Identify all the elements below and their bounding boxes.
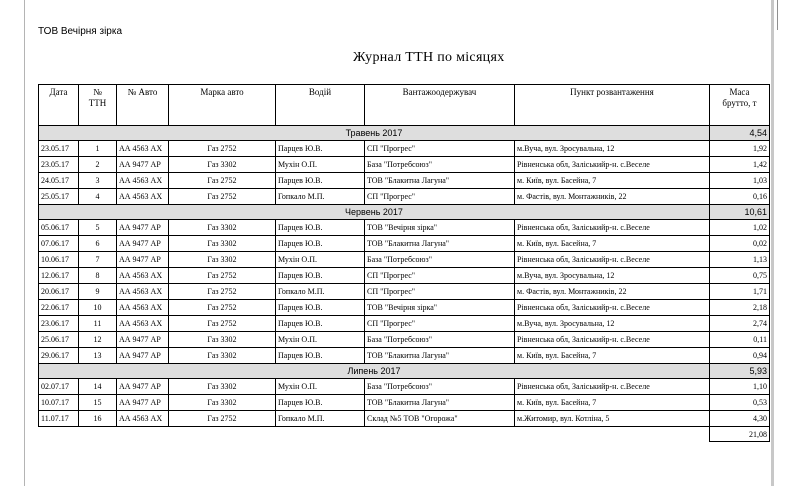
col-header-driver: Водій bbox=[276, 85, 365, 126]
viewer-divider bbox=[777, 0, 778, 30]
col-header-mass: Маса брутто, т bbox=[710, 85, 770, 126]
cell-mass: 1,02 bbox=[710, 220, 770, 236]
cell-date: 12.06.17 bbox=[39, 268, 79, 284]
month-group-row bbox=[39, 364, 770, 379]
cell-ttn-no: 3 bbox=[79, 173, 117, 189]
cell-ttn-no: 10 bbox=[79, 300, 117, 316]
cell-mass: 1,42 bbox=[710, 157, 770, 173]
table-body bbox=[39, 126, 770, 442]
cell-consignee: СП "Прогрес" bbox=[365, 268, 515, 284]
cell-consignee: Склад №5 ТОВ "Огорожа" bbox=[365, 411, 515, 427]
cell-mass: 0,02 bbox=[710, 236, 770, 252]
cell-driver: Парцев Ю.В. bbox=[276, 268, 365, 284]
cell-date: 07.06.17 bbox=[39, 236, 79, 252]
cell-unload-point: Рівненська обл, Заліськийр-н. с.Веселе bbox=[515, 157, 710, 173]
cell-mass: 0,53 bbox=[710, 395, 770, 411]
cell-mass: 0,16 bbox=[710, 189, 770, 205]
cell-auto-no: АА 4563 АХ bbox=[117, 284, 169, 300]
cell-driver: Парцев Ю.В. bbox=[276, 395, 365, 411]
cell-ttn-no: 6 bbox=[79, 236, 117, 252]
cell-car-brand: Газ 3302 bbox=[169, 157, 276, 173]
col-header-unload-point: Пункт розвантаження bbox=[515, 85, 710, 126]
cell-date: 23.06.17 bbox=[39, 316, 79, 332]
cell-date: 10.07.17 bbox=[39, 395, 79, 411]
cell-driver: Парцев Ю.В. bbox=[276, 173, 365, 189]
table-row bbox=[39, 236, 770, 252]
cell-car-brand: Газ 2752 bbox=[169, 268, 276, 284]
cell-auto-no: АА 9477 АР bbox=[117, 395, 169, 411]
cell-driver: Мухін О.П. bbox=[276, 157, 365, 173]
cell-date: 23.05.17 bbox=[39, 157, 79, 173]
table-row bbox=[39, 220, 770, 236]
cell-unload-point: м.Вуча, вул. Зросувальна, 12 bbox=[515, 141, 710, 157]
month-subtotal: 4,54 bbox=[710, 126, 770, 141]
cell-unload-point: Рівненська обл, Заліськийр-н. с.Веселе bbox=[515, 300, 710, 316]
cell-unload-point: м. Фастів, вул. Монтажників, 22 bbox=[515, 284, 710, 300]
cell-unload-point: м. Київ, вул. Басейна, 7 bbox=[515, 236, 710, 252]
table-row bbox=[39, 141, 770, 157]
cell-consignee: База "Потребсоюз" bbox=[365, 332, 515, 348]
cell-auto-no: АА 4563 АХ bbox=[117, 173, 169, 189]
cell-ttn-no: 1 bbox=[79, 141, 117, 157]
cell-mass: 1,10 bbox=[710, 379, 770, 395]
cell-driver: Парцев Ю.В. bbox=[276, 348, 365, 364]
col-header-auto-no: № Авто bbox=[117, 85, 169, 126]
cell-driver: Парцев Ю.В. bbox=[276, 141, 365, 157]
cell-ttn-no: 2 bbox=[79, 157, 117, 173]
table-row bbox=[39, 284, 770, 300]
cell-car-brand: Газ 3302 bbox=[169, 252, 276, 268]
cell-ttn-no: 13 bbox=[79, 348, 117, 364]
col-header-consignee: Вантажоодержувач bbox=[365, 85, 515, 126]
cell-date: 10.06.17 bbox=[39, 252, 79, 268]
cell-unload-point: м. Київ, вул. Басейна, 7 bbox=[515, 395, 710, 411]
cell-date: 23.05.17 bbox=[39, 141, 79, 157]
cell-driver: Мухін О.П. bbox=[276, 332, 365, 348]
cell-date: 22.06.17 bbox=[39, 300, 79, 316]
cell-date: 25.06.17 bbox=[39, 332, 79, 348]
cell-driver: Парцев Ю.В. bbox=[276, 316, 365, 332]
cell-unload-point: Рівненська обл, Заліськийр-н. с.Веселе bbox=[515, 332, 710, 348]
cell-consignee: ТОВ "Вечірня зірка" bbox=[365, 220, 515, 236]
cell-date: 24.05.17 bbox=[39, 173, 79, 189]
cell-mass: 4,30 bbox=[710, 411, 770, 427]
col-header-ttn-no: № ТТН bbox=[79, 85, 117, 126]
table-row bbox=[39, 411, 770, 427]
cell-consignee: База "Потребсоюз" bbox=[365, 379, 515, 395]
company-name: ТОВ Вечірня зірка bbox=[38, 26, 123, 37]
month-label: Червень 2017 bbox=[39, 205, 710, 220]
cell-consignee: ТОВ "Блакитна Лагуна" bbox=[365, 236, 515, 252]
cell-car-brand: Газ 3302 bbox=[169, 379, 276, 395]
table-row bbox=[39, 173, 770, 189]
month-label: Травень 2017 bbox=[39, 126, 710, 141]
cell-car-brand: Газ 2752 bbox=[169, 284, 276, 300]
cell-auto-no: АА 4563 АХ bbox=[117, 268, 169, 284]
cell-auto-no: АА 9477 АР bbox=[117, 252, 169, 268]
month-subtotal: 10,61 bbox=[710, 205, 770, 220]
cell-ttn-no: 16 bbox=[79, 411, 117, 427]
cell-driver: Гопкало М.П. bbox=[276, 411, 365, 427]
cell-mass: 1,03 bbox=[710, 173, 770, 189]
cell-unload-point: м. Фастів, вул. Монтажників, 22 bbox=[515, 189, 710, 205]
cell-car-brand: Газ 2752 bbox=[169, 316, 276, 332]
grand-total: 21,08 bbox=[710, 427, 770, 442]
table-row bbox=[39, 332, 770, 348]
cell-mass: 2,18 bbox=[710, 300, 770, 316]
table-row bbox=[39, 300, 770, 316]
month-group-row bbox=[39, 126, 770, 141]
cell-driver: Мухін О.П. bbox=[276, 379, 365, 395]
ttn-journal-table bbox=[38, 84, 770, 442]
cell-auto-no: АА 4563 АХ bbox=[117, 189, 169, 205]
table-row bbox=[39, 379, 770, 395]
cell-auto-no: АА 4563 АХ bbox=[117, 300, 169, 316]
cell-driver: Гопкало М.П. bbox=[276, 189, 365, 205]
cell-date: 02.07.17 bbox=[39, 379, 79, 395]
cell-unload-point: Рівненська обл, Заліськийр-н. с.Веселе bbox=[515, 379, 710, 395]
cell-auto-no: АА 9477 АР bbox=[117, 157, 169, 173]
table-row bbox=[39, 157, 770, 173]
cell-auto-no: АА 9477 АР bbox=[117, 348, 169, 364]
cell-auto-no: АА 9477 АР bbox=[117, 379, 169, 395]
report-title: Журнал ТТН по місяцях bbox=[353, 50, 505, 65]
cell-car-brand: Газ 3302 bbox=[169, 395, 276, 411]
cell-mass: 0,94 bbox=[710, 348, 770, 364]
cell-auto-no: АА 4563 АХ bbox=[117, 316, 169, 332]
cell-consignee: ТОВ "Блакитна Лагуна" bbox=[365, 173, 515, 189]
cell-date: 11.07.17 bbox=[39, 411, 79, 427]
cell-auto-no: АА 4563 АХ bbox=[117, 411, 169, 427]
cell-auto-no: АА 9477 АР bbox=[117, 236, 169, 252]
cell-mass: 1,13 bbox=[710, 252, 770, 268]
cell-auto-no: АА 9477 АР bbox=[117, 220, 169, 236]
cell-consignee: ТОВ "Блакитна Лагуна" bbox=[365, 348, 515, 364]
cell-ttn-no: 11 bbox=[79, 316, 117, 332]
cell-driver: Гопкало М.П. bbox=[276, 284, 365, 300]
table-row bbox=[39, 348, 770, 364]
cell-car-brand: Газ 3302 bbox=[169, 236, 276, 252]
cell-consignee: СП "Прогрес" bbox=[365, 284, 515, 300]
cell-ttn-no: 9 bbox=[79, 284, 117, 300]
table-row bbox=[39, 252, 770, 268]
table-row bbox=[39, 268, 770, 284]
cell-car-brand: Газ 2752 bbox=[169, 141, 276, 157]
cell-mass: 2,74 bbox=[710, 316, 770, 332]
cell-consignee: СП "Прогрес" bbox=[365, 141, 515, 157]
cell-consignee: База "Потребсоюз" bbox=[365, 157, 515, 173]
cell-unload-point: м. Київ, вул. Басейна, 7 bbox=[515, 173, 710, 189]
cell-consignee: СП "Прогрес" bbox=[365, 316, 515, 332]
cell-date: 25.05.17 bbox=[39, 189, 79, 205]
cell-unload-point: Рівненська обл, Заліськийр-н. с.Веселе bbox=[515, 252, 710, 268]
table-row bbox=[39, 316, 770, 332]
cell-auto-no: АА 9477 АР bbox=[117, 332, 169, 348]
cell-mass: 0,11 bbox=[710, 332, 770, 348]
cell-mass: 0,75 bbox=[710, 268, 770, 284]
cell-ttn-no: 8 bbox=[79, 268, 117, 284]
cell-unload-point: м. Київ, вул. Басейна, 7 bbox=[515, 348, 710, 364]
month-group-row bbox=[39, 205, 770, 220]
cell-consignee: ТОВ "Вечірня зірка" bbox=[365, 300, 515, 316]
grand-total-spacer bbox=[39, 427, 710, 442]
cell-ttn-no: 5 bbox=[79, 220, 117, 236]
cell-car-brand: Газ 3302 bbox=[169, 332, 276, 348]
cell-consignee: База "Потребсоюз" bbox=[365, 252, 515, 268]
cell-driver: Мухін О.П. bbox=[276, 252, 365, 268]
table-row bbox=[39, 189, 770, 205]
cell-car-brand: Газ 2752 bbox=[169, 411, 276, 427]
cell-car-brand: Газ 3302 bbox=[169, 348, 276, 364]
cell-consignee: ТОВ "Блакитна Лагуна" bbox=[365, 395, 515, 411]
cell-driver: Парцев Ю.В. bbox=[276, 220, 365, 236]
cell-ttn-no: 4 bbox=[79, 189, 117, 205]
table-header-row bbox=[39, 85, 770, 126]
cell-mass: 1,71 bbox=[710, 284, 770, 300]
cell-date: 20.06.17 bbox=[39, 284, 79, 300]
cell-mass: 1,92 bbox=[710, 141, 770, 157]
cell-ttn-no: 12 bbox=[79, 332, 117, 348]
cell-auto-no: АА 4563 АХ bbox=[117, 141, 169, 157]
cell-car-brand: Газ 2752 bbox=[169, 300, 276, 316]
cell-ttn-no: 7 bbox=[79, 252, 117, 268]
cell-car-brand: Газ 2752 bbox=[169, 173, 276, 189]
cell-unload-point: м.Вуча, вул. Зросувальна, 12 bbox=[515, 316, 710, 332]
month-label: Липень 2017 bbox=[39, 364, 710, 379]
viewer-margin bbox=[774, 0, 793, 486]
cell-consignee: СП "Прогрес" bbox=[365, 189, 515, 205]
cell-date: 29.06.17 bbox=[39, 348, 79, 364]
month-subtotal: 5,93 bbox=[710, 364, 770, 379]
cell-car-brand: Газ 3302 bbox=[169, 220, 276, 236]
cell-unload-point: м.Вуча, вул. Зросувальна, 12 bbox=[515, 268, 710, 284]
col-header-car-brand: Марка авто bbox=[169, 85, 276, 126]
cell-driver: Парцев Ю.В. bbox=[276, 236, 365, 252]
table-row bbox=[39, 395, 770, 411]
cell-driver: Парцев Ю.В. bbox=[276, 300, 365, 316]
cell-car-brand: Газ 2752 bbox=[169, 189, 276, 205]
cell-unload-point: Рівненська обл, Заліськийр-н. с.Веселе bbox=[515, 220, 710, 236]
col-header-date: Дата bbox=[39, 85, 79, 126]
cell-ttn-no: 15 bbox=[79, 395, 117, 411]
cell-unload-point: м.Житомир, вул. Котліна, 5 bbox=[515, 411, 710, 427]
grand-total-row bbox=[39, 427, 770, 442]
cell-date: 05.06.17 bbox=[39, 220, 79, 236]
cell-ttn-no: 14 bbox=[79, 379, 117, 395]
